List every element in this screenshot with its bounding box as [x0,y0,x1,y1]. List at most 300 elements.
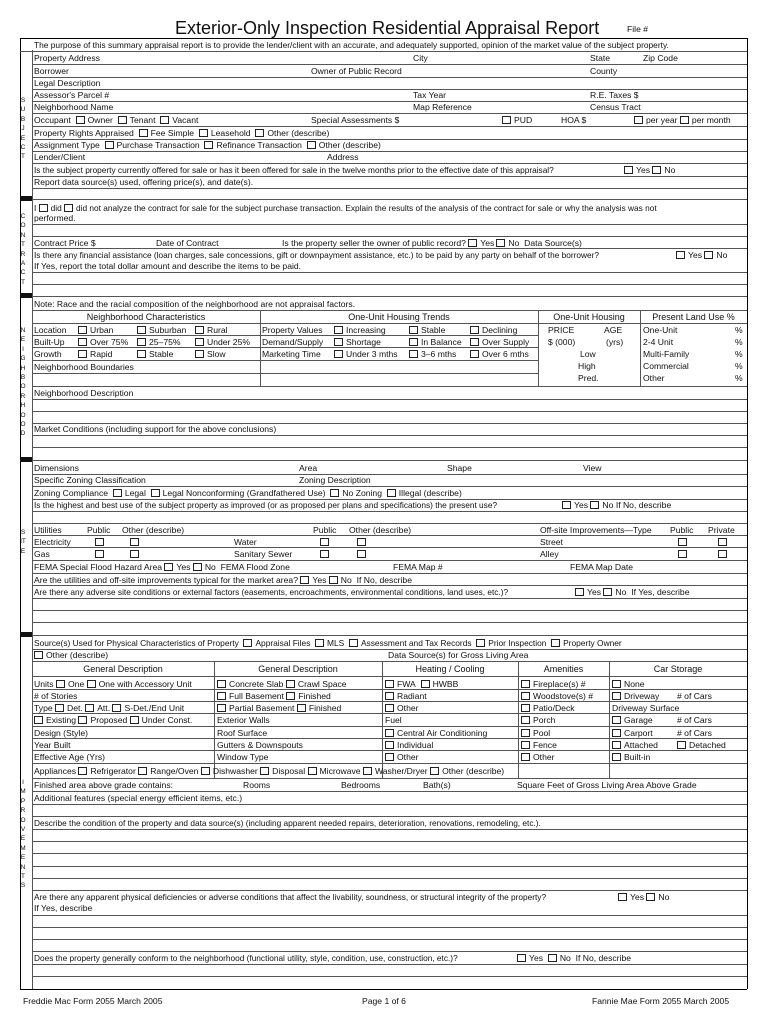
no-zoning-label: No Zoning [342,488,382,498]
hbu-yes-checkbox[interactable] [562,501,571,509]
typical-no-label: No [340,575,352,585]
detached-checkbox[interactable] [677,741,686,749]
contract-price-field[interactable]: Contract Price $ [34,238,96,248]
increasing-checkbox[interactable] [334,326,343,334]
occupant-row [34,115,198,126]
cooling-other-label: Other [397,752,419,762]
effective-age-field[interactable]: Effective Age (Yrs) [34,752,106,762]
fema-yes-checkbox[interactable] [164,563,173,571]
other-header-2: Other (describe) [349,525,412,535]
heating-other-checkbox[interactable] [385,704,394,712]
hbu-if-no: If No, describe [615,500,672,510]
multi-family-land-use[interactable]: Multi-Family [643,349,690,359]
m3-6-label: 3–6 mths [421,349,457,359]
did-not-checkbox[interactable] [64,204,73,212]
one-unit-checkbox[interactable] [56,680,65,688]
pud-option [502,115,532,126]
property-owner-checkbox[interactable] [551,639,560,647]
appraisal-files-label: Appraisal Files [255,638,311,648]
sewer-other-cb [357,549,369,560]
attached-checkbox[interactable] [612,741,621,749]
proposed-label: Proposed [90,715,128,725]
garage-option [612,715,653,726]
did-not-label: did not analyze the contract for sale for the subject purchase transaction. Explain the results of the analysis of the contract for sale or why the analysis was not [76,203,657,213]
purpose-statement: The purpose of this summary appraisal report is to provide the lender/client with an accurate, and adequately supported, opinion of the market value of the subject property. [34,40,669,50]
per-year-checkbox[interactable] [634,116,643,124]
hwbb-checkbox[interactable] [421,680,430,688]
deficiencies-answer [618,892,669,903]
deficiencies-no-checkbox[interactable] [646,893,655,901]
range-label: Range/Oven [150,766,199,776]
central-air-checkbox[interactable] [385,729,394,737]
car-storage-header: Car Storage [653,664,703,674]
street-private-checkbox[interactable] [718,538,727,546]
rural-label: Rural [207,325,228,335]
built-in-option [612,752,650,763]
legal-label: Legal [124,488,146,498]
builtup-label: Built-Up [34,337,65,347]
owner-option-label: Owner [87,115,113,125]
conform-no-label: No [559,953,571,963]
sources-label: Source(s) Used for Physical Characteristics of Property [34,638,239,648]
m3-6-option [409,349,456,360]
commercial-land-use[interactable]: Commercial [643,361,689,371]
pred-row-label: Pred. [578,373,599,383]
tax-year-field[interactable]: Tax Year [413,90,446,100]
assist-no-checkbox[interactable] [704,251,713,259]
radiant-checkbox[interactable] [385,692,394,700]
condition-field[interactable]: Describe the condition of the property and data source(s) (including apparent needed repairs, deterioration, renovations, remodeling, etc.). [34,818,541,828]
offsite-header: Off-site Improvements—Type [540,525,652,535]
leasehold-checkbox[interactable] [199,129,208,137]
under3-checkbox[interactable] [334,350,343,358]
electricity-other-checkbox[interactable] [130,538,139,546]
legal-description-field[interactable]: Legal Description [34,78,101,88]
site-section-label: SITE [20,529,26,555]
owner-record-field[interactable]: Owner of Public Record [311,66,402,76]
baths-field[interactable]: Bath(s) [423,780,451,790]
appliance-other-checkbox[interactable] [430,767,439,775]
cooling-row-3 [385,752,419,763]
hoa-field[interactable]: HOA $ [561,115,587,125]
appliance-other-label: Other (describe) [442,766,505,776]
shortage-checkbox[interactable] [334,338,343,346]
land-use-header: Present Land Use % [652,312,735,322]
county-field[interactable]: County [590,66,618,76]
individual-checkbox[interactable] [385,741,394,749]
status-row [34,715,192,726]
driveway-label: Driveway [624,691,660,701]
assignment-label: Assignment Type [34,140,100,150]
one-unit-land-use[interactable]: One-Unit [643,325,678,335]
hbu-question: Is the highest and best use of the subject property as improved (or as proposed per plans and specifications) the present use? [34,500,498,510]
refrigerator-label: Refrigerator [90,766,136,776]
stable-values-checkbox[interactable] [409,326,418,334]
pct-2: % [735,337,743,347]
attached-label: Attached [624,740,658,750]
under-const-checkbox[interactable] [130,716,139,724]
contract-date-field[interactable]: Date of Contract [156,238,219,248]
partial-basement-checkbox[interactable] [217,704,226,712]
washer-label: Washer/Dryer [374,766,428,776]
marketing-time-label: Marketing Time [262,349,321,359]
design-field[interactable]: Design (Style) [34,728,88,738]
built-in-label: Built-in [624,752,651,762]
rapid-checkbox[interactable] [78,350,87,358]
type-label: Type [34,703,53,713]
re-taxes-field[interactable]: R.E. Taxes $ [590,90,639,100]
rapid-label: Rapid [90,349,113,359]
pool-checkbox[interactable] [521,729,530,737]
sqft-field[interactable]: Square Feet of Gross Living Area Above Grade [517,780,697,790]
fema-zone-field[interactable]: FEMA Flood Zone [220,562,290,572]
city-field[interactable]: City [413,53,428,63]
year-built-field[interactable]: Year Built [34,740,71,750]
electricity-public-checkbox[interactable] [95,538,104,546]
additional-features-field[interactable]: Additional features (special energy efficient items, etc.) [34,793,243,803]
neighborhood-description-field[interactable]: Neighborhood Description [34,388,134,398]
alley-private-checkbox[interactable] [718,550,727,558]
garage-checkbox[interactable] [612,716,621,724]
proposed-checkbox[interactable] [78,716,87,724]
over6-checkbox[interactable] [470,350,479,358]
fireplace-checkbox[interactable] [521,680,530,688]
general-desc-header-2: General Description [258,664,338,674]
typical-yes-label: Yes [312,575,327,585]
did-checkbox[interactable] [39,204,48,212]
rural-checkbox[interactable] [195,326,204,334]
tenant-option-label: Tenant [129,115,156,125]
conform-yes-checkbox[interactable] [517,954,526,962]
fwa-checkbox[interactable] [385,680,394,688]
fema-no-checkbox[interactable] [193,563,202,571]
lender-address-field[interactable]: Address [327,152,359,162]
refrigerator-checkbox[interactable] [78,767,87,775]
fence-checkbox[interactable] [521,741,530,749]
gas-other-cb [130,549,142,560]
window-type-field[interactable]: Window Type [217,752,269,762]
public-header-2: Public [313,525,337,535]
sewer-other-checkbox[interactable] [357,550,366,558]
disposal-checkbox[interactable] [260,767,269,775]
appraisal-files-checkbox[interactable] [243,639,252,647]
fema-hazard-row [34,562,290,573]
driveway-surface-field[interactable]: Driveway Surface [612,703,680,713]
special-assessments-field[interactable]: Special Assessments $ [311,115,400,125]
tenant-checkbox[interactable] [118,116,127,124]
stable-values-label: Stable [421,325,446,335]
offered-no-checkbox[interactable] [652,166,661,174]
porch-checkbox[interactable] [521,716,530,724]
over75-label: Over 75% [90,337,129,347]
rights-label: Property Rights Appraised [34,128,134,138]
other-land-use[interactable]: Other [643,373,665,383]
under-const-label: Under Const. [141,715,193,725]
pud-checkbox[interactable] [502,116,511,124]
sewer-public-cb [320,549,332,560]
gas-other-checkbox[interactable] [130,550,139,558]
urban-checkbox[interactable] [78,326,87,334]
area-field[interactable]: Area [299,463,318,473]
det-label: Det. [67,703,83,713]
existing-checkbox[interactable] [34,716,43,724]
parcel-field[interactable]: Assessor's Parcel # [34,90,110,100]
in-balance-checkbox[interactable] [409,338,418,346]
gas-public-cb [95,549,107,560]
finished-area-label: Finished area above grade contains: [34,780,174,790]
suburban-label: Suburban [149,325,187,335]
mls-checkbox[interactable] [315,639,324,647]
disposal-label: Disposal [272,766,306,776]
over-supply-checkbox[interactable] [470,338,479,346]
no-zoning-checkbox[interactable] [330,489,339,497]
neighborhood-boundaries-field[interactable]: Neighborhood Boundaries [34,362,134,372]
concrete-label: Concrete Slab [229,679,284,689]
two-four-land-use[interactable]: 2-4 Unit [643,337,674,347]
assist-yes-checkbox[interactable] [676,251,685,259]
assessment-label: Assessment and Tax Records [360,638,472,648]
deficiencies-if-yes: If Yes, describe [34,903,93,913]
did-label: did [50,203,62,213]
over6-label: Over 6 mths [482,349,529,359]
partial-base-label: Partial Basement [229,703,295,713]
owner-checkbox[interactable] [76,116,85,124]
property-address-field[interactable]: Property Address [34,53,100,63]
typical-question: Are the utilities and off-site improvements typical for the market area? [34,575,298,585]
appliances-label: Appliances [34,766,77,776]
seller-no-checkbox[interactable] [496,239,505,247]
rights-other-checkbox[interactable] [255,129,264,137]
shape-field[interactable]: Shape [447,463,472,473]
woodstove-checkbox[interactable] [521,692,530,700]
roof-surface-field[interactable]: Roof Surface [217,728,268,738]
water-other-checkbox[interactable] [357,538,366,546]
neighborhood-section-label: NEIGHBORHOOD [20,327,26,438]
fema-map-field[interactable]: FEMA Map # [393,562,443,572]
car-none-checkbox[interactable] [612,680,621,688]
neighborhood-name-field[interactable]: Neighborhood Name [34,102,114,112]
deficiencies-yes-checkbox[interactable] [618,893,627,901]
vacant-checkbox[interactable] [160,116,169,124]
pool-label: Pool [533,728,551,738]
illegal-checkbox[interactable] [387,489,396,497]
race-note: Note: Race and the racial composition of the neighborhood are not appraisal factors. [34,299,356,309]
range-checkbox[interactable] [138,767,147,775]
over75-checkbox[interactable] [78,338,87,346]
microwave-checkbox[interactable] [308,767,317,775]
m3-6-checkbox[interactable] [409,350,418,358]
garage-cars[interactable]: # of Cars [677,715,712,725]
adverse-yes-checkbox[interactable] [575,588,584,596]
declining-label: Declining [482,325,518,335]
fema-yes-label: Yes [176,562,191,572]
shortage-label: Shortage [346,337,381,347]
assessment-checkbox[interactable] [349,639,358,647]
slow-label: Slow [207,349,226,359]
form-title: Exterior-Only Inspection Residential Appraisal Report [175,18,600,38]
public-header-3: Public [670,525,694,535]
adverse-if-yes: If Yes, describe [631,587,690,597]
offered-yes-checkbox[interactable] [624,166,633,174]
borrower-field[interactable]: Borrower [34,66,69,76]
over-supply-label: Over Supply [482,337,530,347]
pct-1: % [735,325,743,335]
purchase-checkbox[interactable] [105,141,114,149]
fema-no-label: No [204,562,216,572]
sewer-public-checkbox[interactable] [320,550,329,558]
leasehold-label: Leasehold [210,128,251,138]
i-label: I [34,203,37,213]
bedrooms-field[interactable]: Bedrooms [341,780,381,790]
dishwasher-checkbox[interactable] [201,767,210,775]
gas-public-checkbox[interactable] [95,550,104,558]
high-row-label: High [578,361,596,371]
dimensions-field[interactable]: Dimensions [34,463,79,473]
refinance-checkbox[interactable] [204,141,213,149]
market-conditions-field[interactable]: Market Conditions (including support for the above conclusions) [34,424,277,434]
fee-simple-checkbox[interactable] [139,129,148,137]
hbu-no-checkbox[interactable] [590,501,599,509]
census-tract-field[interactable]: Census Tract [590,102,641,112]
cooling-other-checkbox[interactable] [385,753,394,761]
rooms-field[interactable]: Rooms [243,780,271,790]
assignment-other-checkbox[interactable] [307,141,316,149]
view-field[interactable]: View [583,463,602,473]
carport-checkbox[interactable] [612,729,621,737]
demand-supply-label: Demand/Supply [262,337,324,347]
legal-nc-label: Legal Nonconforming (Grandfathered Use) [162,488,326,498]
per-year-label: per year [646,115,678,125]
zoning-compliance-row [34,488,462,499]
amenity-other-label: Other [533,752,555,762]
one-accessory-checkbox[interactable] [87,680,96,688]
subject-section-label: SUBJECT [20,97,26,161]
hbu-yes-label: Yes [574,500,589,510]
state-field[interactable]: State [590,53,611,63]
det-checkbox[interactable] [55,704,64,712]
assist-no-label: No [716,250,728,260]
zoning-class-field[interactable]: Specific Zoning Classification [34,475,146,485]
stories-field[interactable]: # of Stories [34,691,78,701]
under25-checkbox[interactable] [195,338,204,346]
sdet-label: S-Det./End Unit [124,703,185,713]
alley-public-checkbox[interactable] [678,550,687,558]
legal-checkbox[interactable] [113,489,122,497]
p25-75-checkbox[interactable] [137,338,146,346]
sources-other-option [34,650,108,661]
slow-option [195,349,226,360]
housing-trends-header: One-Unit Housing Trends [348,312,450,322]
exterior-walls-field[interactable]: Exterior Walls [217,715,270,725]
carport-cars[interactable]: # of Cars [677,728,712,738]
purchase-label: Purchase Transaction [116,140,200,150]
lender-field[interactable]: Lender/Client [34,152,86,162]
full-finished-checkbox[interactable] [286,692,295,700]
performed-text: performed. [34,213,76,223]
seller-yes-checkbox[interactable] [468,239,477,247]
offered-no-label: No [664,165,676,175]
crawl-space-checkbox[interactable] [286,680,295,688]
conform-no-checkbox[interactable] [548,954,557,962]
sources-row [34,638,622,649]
slow-checkbox[interactable] [195,350,204,358]
in-balance-label: In Balance [421,337,462,347]
typical-yes-checkbox[interactable] [300,576,309,584]
prior-inspection-checkbox[interactable] [476,639,485,647]
partial-finished-checkbox[interactable] [297,704,306,712]
dishwasher-label: Dishwasher [212,766,258,776]
alley-label: Alley [540,549,559,559]
water-public-checkbox[interactable] [320,538,329,546]
conform-if-no: If No, describe [575,953,631,963]
stable-growth-label: Stable [149,349,174,359]
age-unit-label: (yrs) [606,337,624,347]
declining-checkbox[interactable] [470,326,479,334]
legal-nc-checkbox[interactable] [151,489,160,497]
full-basement-checkbox[interactable] [217,692,226,700]
driveway-checkbox[interactable] [612,692,621,700]
concrete-slab-checkbox[interactable] [217,680,226,688]
zip-field[interactable]: Zip Code [643,53,678,63]
pct-3: % [735,349,743,359]
conform-answer [517,953,631,964]
under3-label: Under 3 mths [346,349,398,359]
p25-75-label: 25–75% [149,337,181,347]
under25-label: Under 25% [207,337,250,347]
street-public-checkbox[interactable] [678,538,687,546]
per-month-checkbox[interactable] [680,116,689,124]
gutters-field[interactable]: Gutters & Downspouts [217,740,303,750]
footer-page: Page 1 of 6 [362,996,406,1006]
adverse-no-checkbox[interactable] [603,588,612,596]
typical-if-no: If No, describe [356,575,412,585]
central-air-label: Central Air Conditioning [397,728,488,738]
sources-other-label: Other (describe) [46,650,109,660]
over6-option [470,349,529,360]
sources-other-checkbox[interactable] [34,651,43,659]
built-in-checkbox[interactable] [612,753,621,761]
occupant-label: Occupant [34,115,71,125]
neighborhood-char-header: Neighborhood Characteristics [86,312,206,322]
washer-checkbox[interactable] [363,767,372,775]
amenity-other-checkbox[interactable] [521,753,530,761]
fuel-field[interactable]: Fuel [385,715,402,725]
property-rights-row [34,128,329,139]
illegal-label: Illegal (describe) [398,488,462,498]
zoning-desc-field[interactable]: Zoning Description [299,475,371,485]
suburban-checkbox[interactable] [137,326,146,334]
report-data-source[interactable]: Report data source(s) used, offering price(s), and date(s). [34,177,254,187]
porch-option [521,715,555,726]
att-checkbox[interactable] [85,704,94,712]
fema-date-field[interactable]: FEMA Map Date [570,562,634,572]
map-reference-field[interactable]: Map Reference [413,102,472,112]
public-header-1: Public [87,525,111,535]
offered-for-sale-question: Is the subject property currently offered for sale or has it been offered for sale in the twelve months prior to the effective date of this appraisal? [34,165,554,175]
price-unit-label: $ (000) [548,337,576,347]
mls-label: MLS [327,638,345,648]
gla-source-field[interactable]: Data Source(s) for Gross Living Area [388,650,529,660]
typical-no-checkbox[interactable] [329,576,338,584]
contract-data-sources[interactable]: Data Source(s) [524,238,582,248]
seller-no-label: No [508,238,520,248]
driveway-cars[interactable]: # of Cars [677,691,712,701]
patio-checkbox[interactable] [521,704,530,712]
heating-other-label: Other [397,703,419,713]
units-label: Units [34,679,54,689]
stable-growth-checkbox[interactable] [137,350,146,358]
sdet-checkbox[interactable] [112,704,121,712]
